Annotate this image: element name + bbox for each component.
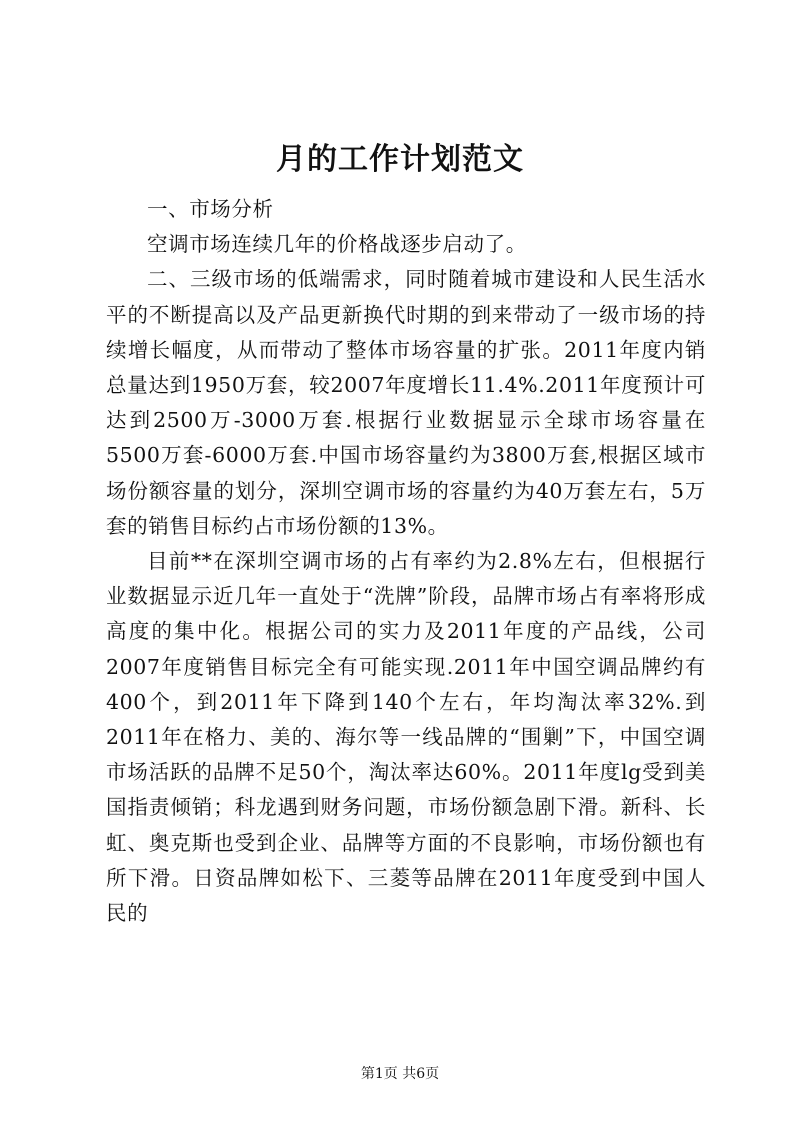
section-heading-market-analysis: 一、市场分析 (147, 197, 274, 221)
paragraph-market-capacity: 二、三级市场的低端需求，同时随着城市建设和人民生活水平的不断提高以及产品更新换代时期的到来带动了一级市场的持续增长幅度，从而带动了整体市场容量的扩张。2011年度内销总量达到1950万套，较2007年度增长11.4%.2011年度预计可达到2500万-3000万套.根据行业数据显示全球市场容量在5500万套-6000万套.中国市场容量约为3800万套,根据区域市场份额容量的划分，深圳空调市场的容量约为40万套左右，5万套的销售目标约占市场份额的13%。 (106, 267, 706, 538)
paragraph-market-share: 目前**在深圳空调市场的占有率约为2.8%左右，但根据行业数据显示近几年一直处于“洗牌”阶段，品牌市场占有率将形成高度的集中化。根据公司的实力及2011年度的产品线，公司2007年度销售目标完全有可能实现.2011年中国空调品牌约有400个，到2011年下降到140个左右，年均淘汰率32%.到2011年在格力、美的、海尔等一线品牌的“围剿”下，中国空调市场活跃的品牌不足50个，淘汰率达60%。2011年度lg受到美国指责倾销；科龙遇到财务问题，市场份额急剧下滑。新科、长虹、奥克斯也受到企业、品牌等方面的不良影响，市场份额也有所下滑。日资品牌如松下、三菱等品牌在2011年度受到中国人民的 (106, 549, 706, 926)
page-footer: 第1页 共6页 (360, 1066, 440, 1082)
paragraph-price-war: 空调市场连续几年的价格战逐步启动了。 (147, 232, 527, 257)
document-body (106, 192, 706, 931)
document-title: 月的工作计划范文 (276, 142, 524, 177)
